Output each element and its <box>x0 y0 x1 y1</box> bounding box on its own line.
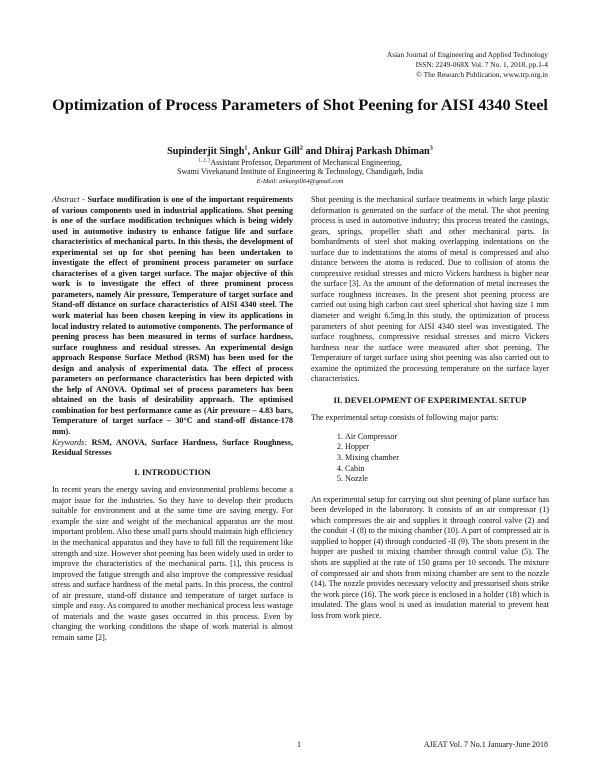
list-item: 3. Mixing chamber <box>345 453 549 464</box>
journal-issn: ISSN: 2249-068X Vol. 7 No. 1, 2018, pp.1-4 <box>415 59 548 69</box>
abstract-text: Surface modification is one of the important requirements of various components used in industrial applications. Shot peening is one of the surface modification techniques which is being widely used in automotive industry to enhance fatigue life and surface characteristics of mechanical parts. In this thesis, the development of experimental set up for shot peening has been undertaken to investigate the effect of prominent process parameter on surface characterises of a given target surface. The major objective of this work is to investigate the effect of three prominent process parameters, namely Air pressure, Temperature of target surface and Stand-off distance on surface characteristics of AISI 4340 steel. The work material has been chosen keeping in view its applications in local industry related to automotive components. The performance of peening process has been measured in terms of surface hardness, surface roughness and residual stresses. An experimental design approach Response Surface Method (RSM) has been used for the design and analysis of experimental data. The effect of process parameters on performance characteristics has been depicted with the help of ANOVA. Optimal set of process parameters has been obtained on the basis of desirability approach. The optimised combination for best performance came as (Air pressure – 4.83 bars, Temperature of target surface – 30°C and stand-off distance-178 mm). <box>52 195 293 437</box>
keywords <box>52 438 293 459</box>
abstract <box>52 195 293 438</box>
paper-title: Optimization of Process Parameters of Shot Peening for AISI 4340 Steel <box>52 96 548 114</box>
section-heading-experimental-setup: II. DEVELOPMENT OF EXPERIMENTAL SETUP <box>333 394 527 405</box>
keywords-text: RSM, ANOVA, Surface Hardness, Surface Roughness, Residual Stresses <box>52 437 293 458</box>
author-3-affil: 3 <box>429 144 433 152</box>
author-email[interactable]: E-Mail: ankurgill64@gmail.com <box>256 177 344 185</box>
page-number: 1 <box>297 740 301 749</box>
author-2-affil: 2 <box>299 144 303 152</box>
author-list: Supinderjit Singh$^1$, Ankur Gill$^2$ and Dhiraj Parkash Dhiman$^3$ <box>167 144 433 157</box>
right-column <box>311 195 549 621</box>
author-2: Ankur Gill <box>252 146 300 157</box>
setup-parts-list <box>311 432 549 485</box>
author-3: Dhiraj Parkash Dhiman <box>324 146 430 157</box>
author-1-affil: 1 <box>244 144 248 152</box>
journal-name: Asian Journal of Engineering and Applied Technology <box>386 50 548 59</box>
journal-header <box>228 50 548 79</box>
list-item: 5. Nozzle <box>345 474 549 485</box>
list-item: 2. Hopper <box>345 442 549 453</box>
list-item: 4. Cabin <box>345 464 549 475</box>
left-column <box>52 195 293 643</box>
setup-paragraph: An experimental setup for carrying out shot peening of plane surface has been developed in the laboratory. It consists of an air compressor (1) which compresses the air and supplies it through control valve (2) and the conduit -I (8) to the mixing chamber (10). A part of compressed air is supplied to hopper (4) through conducted -II (9). The shots present in the hopper are pushed to mixing chamber through control value (5). The shots are supplied at the rate of 150 grams per 10 seconds. The mixture of compressed air and shots from mixing chamber are sent to the nozzle (14). The nozzle provides necessary velocity and pressurised shots strike the work piece (16). The work piece is enclosed in a holder (18) which is insulated. The glass wool is used as insulation material to prevent heat loss from work piece. <box>311 494 549 620</box>
setup-intro: The experimental setup consists of following major parts: <box>311 413 499 423</box>
affiliation-marks: 1, 2, 3 <box>198 158 211 164</box>
intro-continued-paragraph: Shot peening is the mechanical surface treatments in which large plastic deformation is generated on the surface of the metal. The shot peening process is used in automotive industry; this process treated the castings, gears, springs, propeller shaft and other mechanical parts. In bombardments of steel shot making overlapping indentations on the surface due to indentations the atoms of metal is compressed and also distance between the atoms is reduced. Due to collision of atoms the compressive residual stresses and micro Vickers hardness is higher near the surface [3]. As the amount of the deformation of metal increases the surface roughness increases. In the present shot peening process are carried out using high carbon cast steel spherical shot having size 1 mm diameter and weight 6.5mg.In this study, the optimization of process parameters of shot peening for AISI 4340 steel was investigated. The surface roughness, compressive residual stresses and micro Vickers hardness near the surface were measured after shot peening. The Temperature of target surface using shot peening was also carried out to examine the optimized the processing temperature on the surface layer characteristics. <box>311 195 549 384</box>
author-1: Supinderjit Singh <box>167 146 245 157</box>
introduction-paragraph: In recent years the energy saving and environmental problems become a major issue for the industries. So they have to develop their products suitable for environment and at the same time are saving energy. For example the size and weight of the mechanical apparatus are the most important problem. Also these small parts should maintain high efficiency in the mechanical apparatus and they have to full fill the requirement like strength and size. However shot peening has been widely used in order to improve the characteristics of the mechanical parts. [1], this process is improved the fatigue strength and also improve the compressive residual stress and surface hardness of the metal parts. In this process, the control of air pressure, stand-off distance and temperature of target surface is simple and easy. As compared to another mechanical process less wastage of materials and the waste gases occurred in this process. Even by changing the working conditions the shape of work material is almost remain same [2]. <box>52 485 293 642</box>
section-heading-introduction: I. INTRODUCTION <box>134 466 211 477</box>
affiliation-institute: Swami Vivekanand Institute of Engineering & Technology, Chandigarh, India <box>177 167 423 177</box>
journal-publisher: © The Research Publication, www.trp.org.in <box>416 69 548 79</box>
list-item: 1. Air Compressor <box>345 432 549 443</box>
keywords-label: Keywords: <box>52 437 87 447</box>
affiliation <box>52 158 548 186</box>
abstract-label: Abstract - <box>52 195 85 204</box>
affiliation-dept: Assistant Professor, Department of Mechanical Engineering, <box>210 158 402 167</box>
journal-footer: AJEAT Vol. 7 No.1 January-June 2018 <box>423 740 548 749</box>
